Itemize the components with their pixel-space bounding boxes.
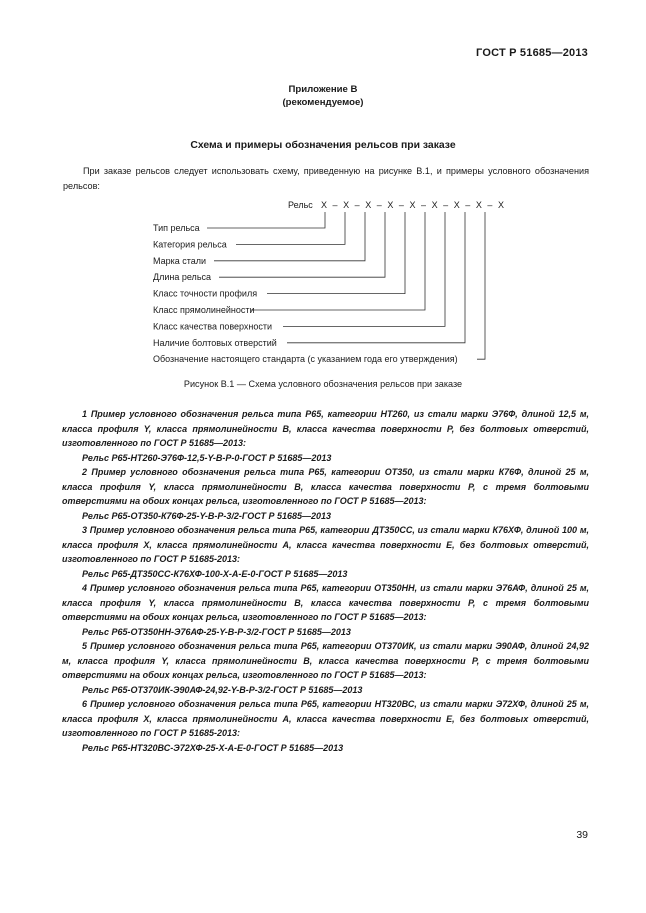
leader-line (207, 212, 325, 228)
examples-list (62, 407, 589, 755)
example-text: 1 Пример условного обозначения рельса типа Р65, категории НТ260, из стали марки Э76Ф, длиной 12,5 м, класса профиля Y, класса прямолинейности В, класса качества поверхности Р, без болтовых отверстий, изготовленного по ГОСТ Р 51685—2013: (62, 409, 589, 448)
scheme-label: Класс качества поверхности (153, 321, 273, 332)
example-text: 4 Пример условного обозначения рельса типа Р65, категории ОТ350НН, из стали марки Э76АФ, длиной 25 м, класса профиля Y, класса прямолинейности В, класса качества поверхности Р, с тремя болтовыми отверстиями на обоих концах рельса, изготовленного по ГОСТ Р 51685—2013: (62, 583, 589, 622)
scheme-formula: Х – Х – Х – Х – Х – Х – Х – Х – Х (321, 200, 504, 210)
scheme-label: Класс прямолинейности (153, 305, 255, 315)
designation-scheme-diagram (0, 190, 646, 370)
page-number: 39 (576, 829, 588, 841)
scheme-label: Класс точности профиля (153, 288, 258, 299)
appendix-heading (0, 83, 646, 109)
example-designation: Рельс Р65-ОТ370ИК-Э90АФ-24,92-Y-В-Р-3/2-ГОСТ Р 51685—2013 (82, 684, 363, 695)
example-text: 3 Пример условного обозначения рельса типа Р65, категории ДТ350СС, из стали марки К76ХФ, длиной 100 м, класса профиля Х, класса прямолинейности А, класса качества поверхности Е, без болтовых отверстий, изготовленного по ГОСТ Р 51685-2013: (62, 525, 589, 564)
standard-header: ГОСТ Р 51685—2013 (476, 47, 588, 59)
scheme-label: Категория рельса (153, 239, 227, 250)
example-text: 2 Пример условного обозначения рельса типа Р65, категории ОТ350, из стали марки К76Ф, длиной 25 м, класса профиля Y, класса прямолинейности В, класса качества поверхности Р, с тремя болтовыми отверстиями на обоих концах рельса, изготовленного по ГОСТ Р 51685—2013: (62, 467, 589, 506)
example-designation: Рельс Р65-ОТ350НН-Э76АФ-25-Y-В-Р-3/2-ГОСТ Р 51685—2013 (82, 626, 351, 637)
example-designation: Рельс Р65-НТ260-Э76Ф-12,5-Y-В-Р-0-ГОСТ Р 51685—2013 (82, 452, 332, 463)
leader-line (214, 212, 365, 261)
example-text: 5 Пример условного обозначения рельса типа Р65, категории ОТ370ИК, из стали марки Э90АФ, длиной 24,92 м, класса профиля Y, класса прямолинейности В, класса качества поверхности Р, с тремя болтовыми отверстиями на обоих концах рельса, изготовленного по ГОСТ Р 51685—2013: (62, 641, 589, 680)
scheme-label: Тип рельса (153, 223, 200, 233)
figure-caption: Рисунок В.1 — Схема условного обозначения рельсов при заказе (183, 379, 463, 389)
example-designation: Рельс Р65-ДТ350СС-К76ХФ-100-Х-А-Е-0-ГОСТ Р 51685—2013 (82, 568, 348, 579)
leader-line (477, 212, 485, 359)
example-text: 6 Пример условного обозначения рельса типа Р65, категории НТ320ВС, из стали марки Э72ХФ, длиной 25 м, класса профиля Х, класса прямолинейности А, класса качества поверхности Е, без болтовых отверстий, изготовленного по ГОСТ Р 51685-2013: (62, 699, 589, 738)
appendix-title: Приложение В (288, 84, 358, 95)
scheme-word: Рельс (288, 200, 313, 210)
appendix-subtitle: (рекомендуемое) (282, 97, 364, 108)
scheme-label: Длина рельса (153, 272, 212, 283)
example-designation: Рельс Р65-ОТ350-К76Ф-25-Y-В-Р-3/2-ГОСТ Р 51685—2013 (82, 510, 331, 521)
scheme-label: Обозначение настоящего стандарта (с указанием года его утверждения) (153, 354, 458, 365)
intro-text: При заказе рельсов следует использовать схему, приведенную на рисунке В.1, и примеры условного обозначения рельсов: (63, 166, 589, 191)
example-designation: Рельс Р65-НТ320ВС-Э72ХФ-25-Х-А-Е-0-ГОСТ Р 51685—2013 (82, 742, 344, 753)
leader-line (267, 212, 405, 294)
leader-line (283, 212, 445, 326)
section-title: Схема и примеры обозначения рельсов при заказе (190, 140, 456, 151)
scheme-label: Наличие болтовых отверстий (153, 337, 277, 348)
scheme-label: Марка стали (153, 255, 207, 266)
